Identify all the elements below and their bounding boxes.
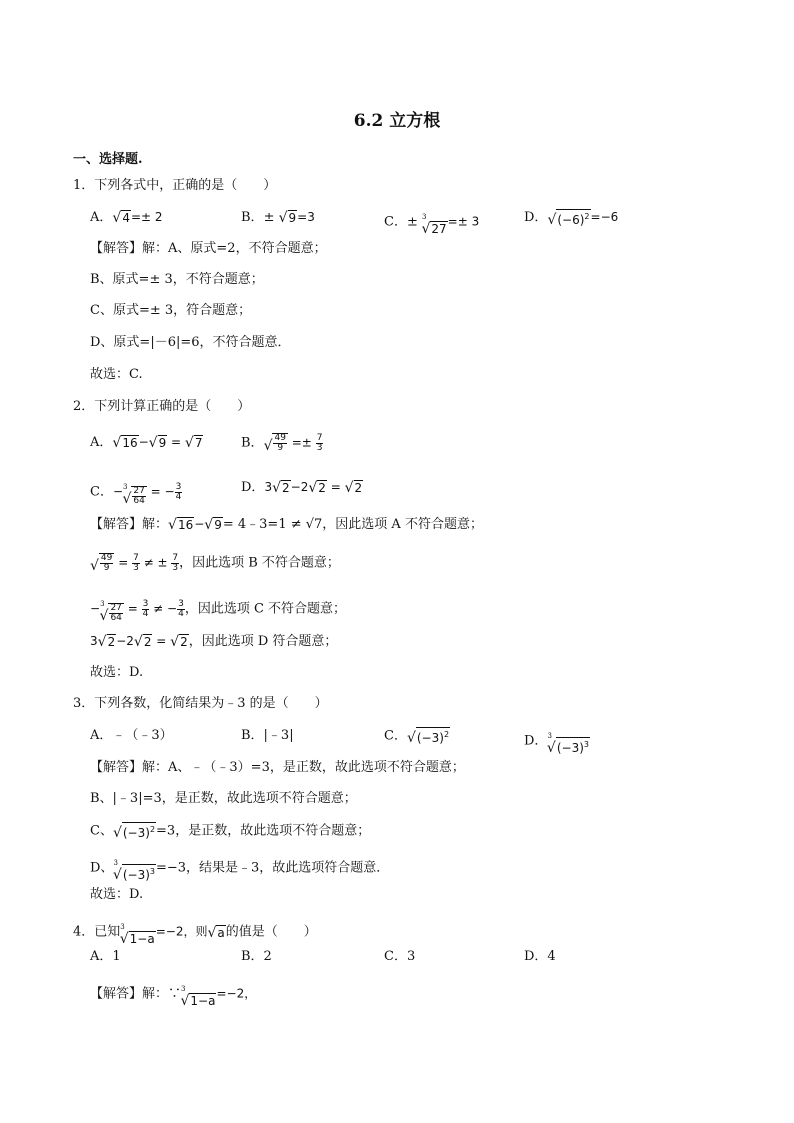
q4-option-c: C．3 [384, 949, 416, 964]
q1-option-c: C．± 3 √ 27 =± 3 [384, 213, 480, 237]
q4-option-a: A．1 [90, 949, 121, 964]
q2-option-a: A． √ 16 − √ 9 = √ 7 [90, 435, 203, 451]
q2-choice: 故选：D. [90, 665, 144, 680]
q2-stem: 2．下列计算正确的是（ ） [73, 399, 251, 414]
q1-option-a: A． √ 4 =± 2 [90, 210, 163, 226]
q1-answer-line-2: B、原式=± 3，不符合题意； [90, 272, 264, 287]
q3-option-b: B．|﹣3| [241, 728, 294, 743]
q3-option-a: A．﹣（﹣3） [90, 728, 173, 743]
section-heading: 一、选择题. [73, 152, 143, 167]
q1-answer-line-3: C、原式=± 3，符合题意； [90, 303, 252, 318]
q2-option-d: D．3 √ 2 −2 √ 2 = √ 2 [241, 480, 363, 496]
q3-option-c: C． √ $(-3)^2$ [384, 728, 450, 746]
q3-choice: 故选：D. [90, 887, 144, 902]
q2-answer-line-4: 3 √ 2 −2 √ 2 = √ 2 ，因此选项 D 符合题意； [90, 634, 338, 650]
q3-option-d: D． 3 √ $(-3)^3$ [524, 732, 589, 756]
q2-answer-line-2: √ $\frac{49}{9}$ = $\frac{7}{3}$ ≠ ± $\frac{7}{3}$ ，因此选项 B 不符合题意； [90, 552, 340, 574]
q2-option-c: C．− 3 √ $\frac{27}{64}$ = − $\frac{3}{4}$ [90, 481, 182, 507]
q2-answer-line-3: − 3 √ $\frac{27}{64}$ = $\frac{3}{4}$ ≠ − $\frac{3}{4}$ ，因此选项 C 不符合题意； [90, 598, 347, 624]
q4-answer-line-1: 【解答】解：∵ 3 √ 1−a =−2， [90, 985, 257, 1009]
q3-answer-line-1: 【解答】解：A、﹣（﹣3）=3，是正数，故此选项不符合题意； [90, 760, 465, 775]
q4-stem: 4．已知 3 √ 1−a =−2，则 √ a 的值是（ ） [73, 923, 317, 947]
q1-stem: 1．下列各式中，正确的是（ ） [73, 178, 277, 193]
q4-option-b: B．2 [241, 949, 272, 964]
q1-answer-line-4: D、原式=|－6|=6，不符合题意． [90, 335, 291, 350]
q3-answer-line-2: B、|﹣3|=3，是正数，故此选项不符合题意； [90, 791, 357, 806]
q1-answer-line-1: 【解答】解：A、原式=2，不符合题意； [90, 241, 327, 256]
q3-answer-line-4: D、 3 √ $(-3)^3$ =−3，结果是﹣3，故此选项符合题意． [90, 859, 390, 883]
page-title: 6.2 立方根 [353, 111, 441, 131]
q1-option-b: B．± √ 9 =3 [241, 210, 315, 226]
q2-option-b: B． √ $\frac{49}{9}$ =± $\frac{7}{3}$ [241, 432, 323, 454]
q3-answer-line-3: C、 √ $(-3)^2$ =3，是正数，故此选项不符合题意； [90, 823, 371, 841]
q3-stem: 3．下列各数，化简结果为﹣3 的是（ ） [73, 696, 328, 711]
q4-option-d: D．4 [524, 949, 556, 964]
q2-answer-line-1: 【解答】解： √ 16 − √ 9 = 4﹣3=1 ≠ √7，因此选项 A 不符合题意； [90, 517, 483, 533]
q1-option-d: D． √ $(-6)^2$ =−6 [524, 210, 619, 228]
q1-choice: 故选：C. [90, 367, 143, 382]
